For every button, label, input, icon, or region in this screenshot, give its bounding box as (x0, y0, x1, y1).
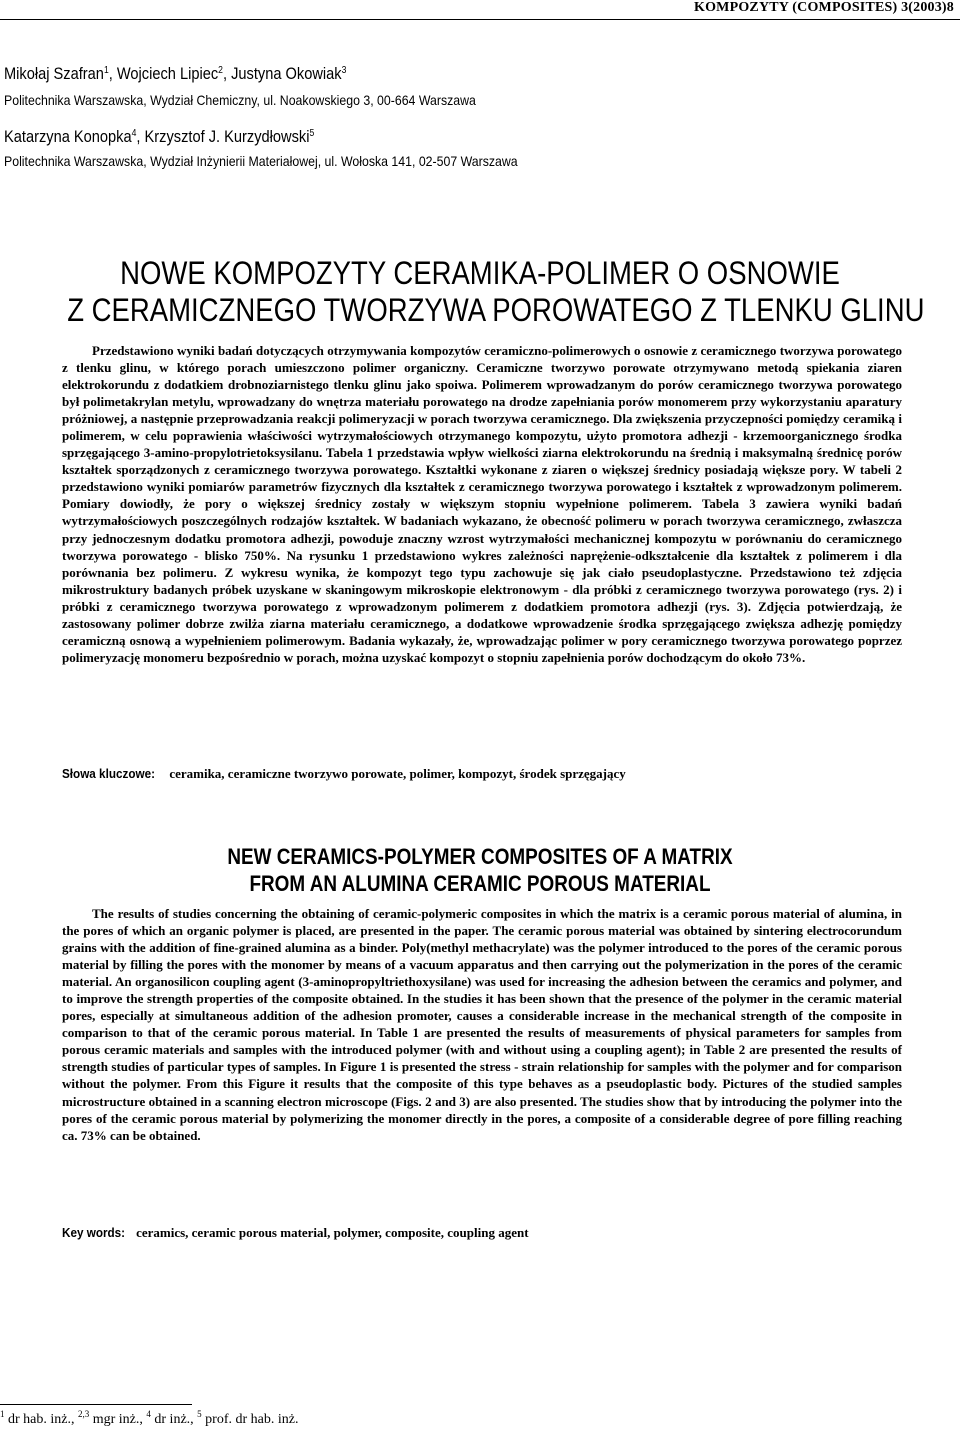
footnote-text: prof. dr hab. inż. (201, 1412, 299, 1427)
abstract-english: The results of studies concerning the obtaining of ceramic-polymeric composites in which the matrix is a ceramic porous material of alumina, in the pores of which an organic polymer is placed, are presented in the paper. The ceramic porous material was obtained by sintering electrocorundum grains with the addition of fine-grained alumina as a binder. Poly(methyl methacrylate) was the polymer introduced to the pores of the ceramic porous material by filling the pores with the monomer by means of a vacuum apparatus and then carrying out the polymerization in the pores of the ceramic material. An organosilicon coupling agent (3-aminopropyltriethoxysilane) was used for increasing the adhesion between the ceramics and polymer, and to improve the strength properties of the composite obtained. In the studies it has been shown that the presence of the polymer in the ceramic material pores, especially at simultaneous addition of the adhesion promoter, causes a considerable increase in the mechanical strength of the composite in comparison to that of the ceramic porous material. In Table 1 are presented the results of measurements of physical parameters for samples from porous ceramic materials and samples with the introduced polymer (with and without using a coupling agent); in Table 2 are presented the results of strength studies of particular types of samples. In Figure 1 is presented the stress - strain relationship for samples with the polymer and for comparison without the polymer. From this Figure it results that the composite of this type behaves as a pseudoplastic body. Pictures of the studied samples microstructure obtained in a scanning electron microscope (Figs. 2 and 3) are also presented. The studies show that by introducing the polymer into the pores of the ceramic porous material by polymerizing the monomer directly in the pores, a composite of a considerable degree of pore filling reaching ca. 73% can be obtained. (62, 906, 902, 1143)
abstract-polish: Przedstawiono wyniki badań dotyczących otrzymywania kompozytów ceramiczno-polimerowych o osnowie z ceramicznego tworzywa porowatego z tlenku glinu, w którego porach umieszczono polimer organiczny. Ceramiczne tworzywo porowate otrzymywano metodą spiekania ziaren elektrokorundu z dodatkiem drobnoziarnistego tlenku glinu jako spoiwa. Polimerem wprowadzanym do porów ceramicznego tworzywa porowatego był polimetakrylan metylu, wprowadzany do wnętrza materiału porowatego na drodze zapełniania porów monomerem przy wykorzystaniu aparatury próżniowej, a następnie przeprowadzania reakcji polimeryzacji w porach tworzywa ceramicznego. Dla zwiększenia przyczepności pomiędzy ceramiką i polimerem, w celu poprawienia właściwości wytrzymałościowych otrzymanego kompozytu, użyto promotora adhezji - krzemoorganicznego środka sprzęgającego 3-amino-propylotrietoksysilanu. Tabela 1 przedstawia wpływ wielkości ziarna elektrokorundu na średnią i maksymalną średnicę porów kształtek sporządzonych z ceramicznego tworzywa porowatego. Kształtki wykonane z ziaren o większej średnicy posiadają większe pory. W tabeli 2 przedstawiono wyniki pomiarów parametrów fizycznych dla kształtek z ceramicznego tworzywa porowatego i kształtek z wprowadzonym polimerem. Pomiary dowiodły, że pory o większej średnicy zostały w większym stopniu wypełnione polimerem. Tabela 3 zawiera wyniki badań wytrzymałościowych poszczególnych rodzajów kształtek. W badaniach wykazano, że obecność polimeru w porach tworzywa ceramicznego, zwłaszcza przy jednoczesnym dodatku promotora adhezji, powoduje znaczny wzrost wytrzymałości mechanicznej kompozytu w porównaniu do ceramicznego tworzywa porowatego - blisko 750%. Na rysunku 1 przedstawiono wykres zależności naprężenie-odkształcenie dla kształtek z polimerem i dla porównania bez polimeru. Z wykresu wynika, że kompozyt tego typu zachowuje się jak ciało pseudoplastyczne. Przedstawiono też zdjęcia mikrostruktury badanych próbek uzyskane w skaningowym mikroskopie elektronowym - dla próbki z ceramicznego tworzywa porowatego (rys. 2) i próbki z ceramicznego tworzywa porowatego z wprowadzonym polimerem z dodatkiem promotora adhezji (rys. 3). Zdjęcia potwierdzają, że zastosowany polimer dobrze zwilża ziarna materiału ceramicznego, a dodatkowe wprowadzenie środka sprzęgającego zwiększa adhezję pomiędzy ceramiczną osnową a wypełnieniem polimerowym. Badania wykazały, że, wprowadzając polimer w pory ceramicznego tworzywa porowatego poprzez polimeryzację monomeru bezpośrednio w porach, można uzyskać kompozyt o stopniu zapełnienia porów dochodzącym do około 73%. (62, 343, 902, 665)
author-name: Mikołaj Szafran (4, 64, 104, 83)
author-name: Justyna Okowiak (231, 64, 342, 83)
footnote-mark: 1 (0, 1409, 5, 1419)
keywords-polish (62, 765, 922, 783)
footnote-rule (0, 1404, 192, 1405)
author-affiliation-mark: 4 (131, 128, 137, 139)
author-affiliation-mark: 3 (341, 65, 347, 76)
footnote-mark: 2,3 (77, 1409, 90, 1419)
author-name: Katarzyna Konopka (4, 127, 132, 146)
title-english-line-2: FROM AN ALUMINA CERAMIC POROUS MATERIAL (249, 871, 711, 896)
footnote-text: mgr inż., (89, 1412, 147, 1427)
footnote-text: dr inż., (150, 1412, 198, 1427)
author-affiliation-1: Politechnika Warszawska, Wydział Chemiczny, ul. Noakowskiego 3, 00-664 Warszawa (4, 92, 476, 108)
title-english-line-1: NEW CERAMICS-POLYMER COMPOSITES OF A MATRIX (227, 844, 733, 869)
author-affiliation-2: Politechnika Warszawska, Wydział Inżynierii Materiałowej, ul. Wołoska 141, 02-507 Warszawa (4, 153, 518, 169)
author-names-group-2 (4, 127, 314, 147)
author-affiliation-mark: 2 (218, 65, 223, 76)
author-affiliation-mark: 1 (103, 65, 109, 76)
author-name: Krzysztof J. Kurzydłowski (144, 127, 310, 146)
author-separator: , (222, 64, 232, 83)
footnote-mark: 4 (146, 1409, 151, 1419)
footnote-text: dr hab. inż., (4, 1412, 78, 1427)
keywords-text: ceramika, ceramiczne tworzywo porowate, polimer, kompozyt, środek sprzęgający (169, 766, 626, 781)
footnote-mark: 5 (197, 1409, 202, 1419)
journal-reference: KOMPOZYTY (COMPOSITES) 3(2003)8 (693, 0, 954, 15)
header-rule (0, 19, 960, 20)
author-separator: , (108, 64, 117, 83)
footnote-author-titles (0, 1409, 299, 1428)
author-affiliation-mark: 5 (309, 128, 315, 139)
keywords-english (62, 1224, 922, 1242)
author-name: Wojciech Lipiec (116, 64, 219, 83)
keywords-label: Key words: (62, 1225, 126, 1240)
author-separator: , (136, 127, 145, 146)
keywords-label: Słowa kluczowe: (62, 766, 155, 781)
keywords-text: ceramics, ceramic porous material, polymer, composite, coupling agent (136, 1225, 529, 1240)
title-polish-line-1: NOWE KOMPOZYTY CERAMIKA-POLIMER O OSNOWIE (120, 255, 840, 291)
author-names-group-1 (4, 64, 346, 84)
title-polish-line-2: Z CERAMICZNEGO TWORZYWA POROWATEGO Z TLENKU GLINU (67, 292, 925, 328)
